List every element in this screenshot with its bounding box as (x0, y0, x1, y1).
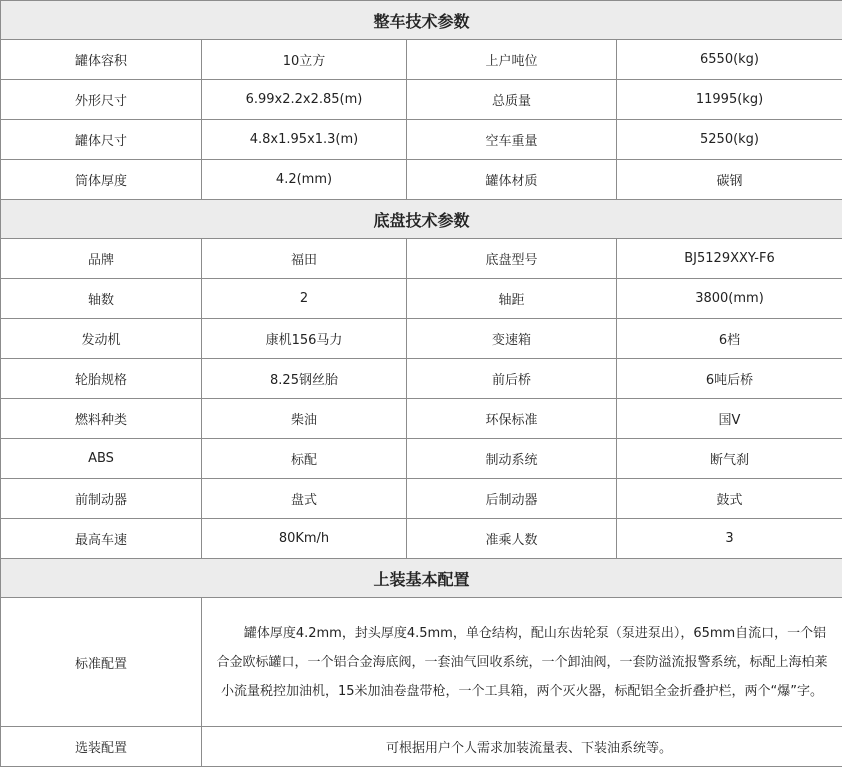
param-value: 碳钢 (617, 160, 842, 200)
param-label: 准乘人数 (407, 519, 617, 559)
chassis-params (1, 239, 842, 559)
param-value: 5250(kg) (617, 120, 842, 160)
param-label: 最高车速 (1, 519, 202, 559)
param-value: 国V (617, 399, 842, 439)
standard-config-row (1, 598, 842, 727)
section-title-upper: 上装基本配置 (1, 559, 842, 598)
table-row (1, 359, 842, 399)
param-label: 轴距 (407, 279, 617, 319)
table-row (1, 519, 842, 559)
table-row (1, 479, 842, 519)
standard-config-label: 标准配置 (1, 598, 202, 727)
standard-config-cell (202, 598, 842, 727)
param-label: 底盘型号 (407, 239, 617, 279)
standard-config-text: 罐体厚度4.2mm，封头厚度4.5mm，单仓结构，配山东齿轮泵（泵进泵出），65mm自流口，一个铝合金欧标罐口，一个铝合金海底阀，一套油气回收系统，一个卸油阀，一套防溢流报警系统，标配上海柏莱小流量税控加油机，15米加油卷盘带枪，一个工具箱，两个灭火器，标配铝全金折叠护栏，两个“爆”字。 (216, 625, 828, 699)
table-row (1, 120, 842, 160)
param-value: 3800(mm) (617, 279, 842, 319)
param-label: 罐体材质 (407, 160, 617, 200)
param-value: 盘式 (202, 479, 407, 519)
section-title-chassis: 底盘技术参数 (1, 200, 842, 239)
param-value: 6档 (617, 319, 842, 359)
table-row (1, 399, 842, 439)
table-row (1, 439, 842, 479)
param-label: 上户吨位 (407, 40, 617, 80)
param-label: 变速箱 (407, 319, 617, 359)
section-header (1, 200, 842, 239)
param-value: 4.8x1.95x1.3(m) (202, 120, 407, 160)
table-row (1, 239, 842, 279)
param-value: 80Km/h (202, 519, 407, 559)
table-row (1, 160, 842, 200)
vehicle-params (1, 40, 842, 200)
param-value: 福田 (202, 239, 407, 279)
param-value: 康机156马力 (202, 319, 407, 359)
param-value: BJ5129XXY-F6 (617, 239, 842, 279)
param-label: 罐体尺寸 (1, 120, 202, 160)
param-value: 断气刹 (617, 439, 842, 479)
param-label: 前制动器 (1, 479, 202, 519)
table-row (1, 80, 842, 120)
param-label: 品牌 (1, 239, 202, 279)
param-label: 轴数 (1, 279, 202, 319)
optional-config-label: 选装配置 (1, 727, 202, 767)
section-header (1, 559, 842, 598)
param-label: 前后桥 (407, 359, 617, 399)
param-value: 11995(kg) (617, 80, 842, 120)
optional-config-text: 可根据用户个人需求加装流量表、下装油系统等。 (202, 727, 842, 767)
param-value: 柴油 (202, 399, 407, 439)
table-row (1, 40, 842, 80)
section-title-vehicle: 整车技术参数 (1, 1, 842, 40)
param-value: 鼓式 (617, 479, 842, 519)
param-value: 8.25钢丝胎 (202, 359, 407, 399)
section-header (1, 1, 842, 40)
param-value: 2 (202, 279, 407, 319)
table-row (1, 319, 842, 359)
optional-config-row (1, 727, 842, 767)
param-label: 罐体容积 (1, 40, 202, 80)
param-label: 总质量 (407, 80, 617, 120)
param-label: 轮胎规格 (1, 359, 202, 399)
param-label: 燃料种类 (1, 399, 202, 439)
param-label: 环保标准 (407, 399, 617, 439)
table-row (1, 279, 842, 319)
param-value: 3 (617, 519, 842, 559)
param-label: 外形尺寸 (1, 80, 202, 120)
param-value: 6.99x2.2x2.85(m) (202, 80, 407, 120)
param-value: 标配 (202, 439, 407, 479)
param-value: 4.2(mm) (202, 160, 407, 200)
param-value: 6吨后桥 (617, 359, 842, 399)
param-value: 10立方 (202, 40, 407, 80)
param-label: 筒体厚度 (1, 160, 202, 200)
param-label: 发动机 (1, 319, 202, 359)
param-label: 制动系统 (407, 439, 617, 479)
param-value: 6550(kg) (617, 40, 842, 80)
param-label: ABS (1, 439, 202, 479)
param-label: 空车重量 (407, 120, 617, 160)
param-label: 后制动器 (407, 479, 617, 519)
